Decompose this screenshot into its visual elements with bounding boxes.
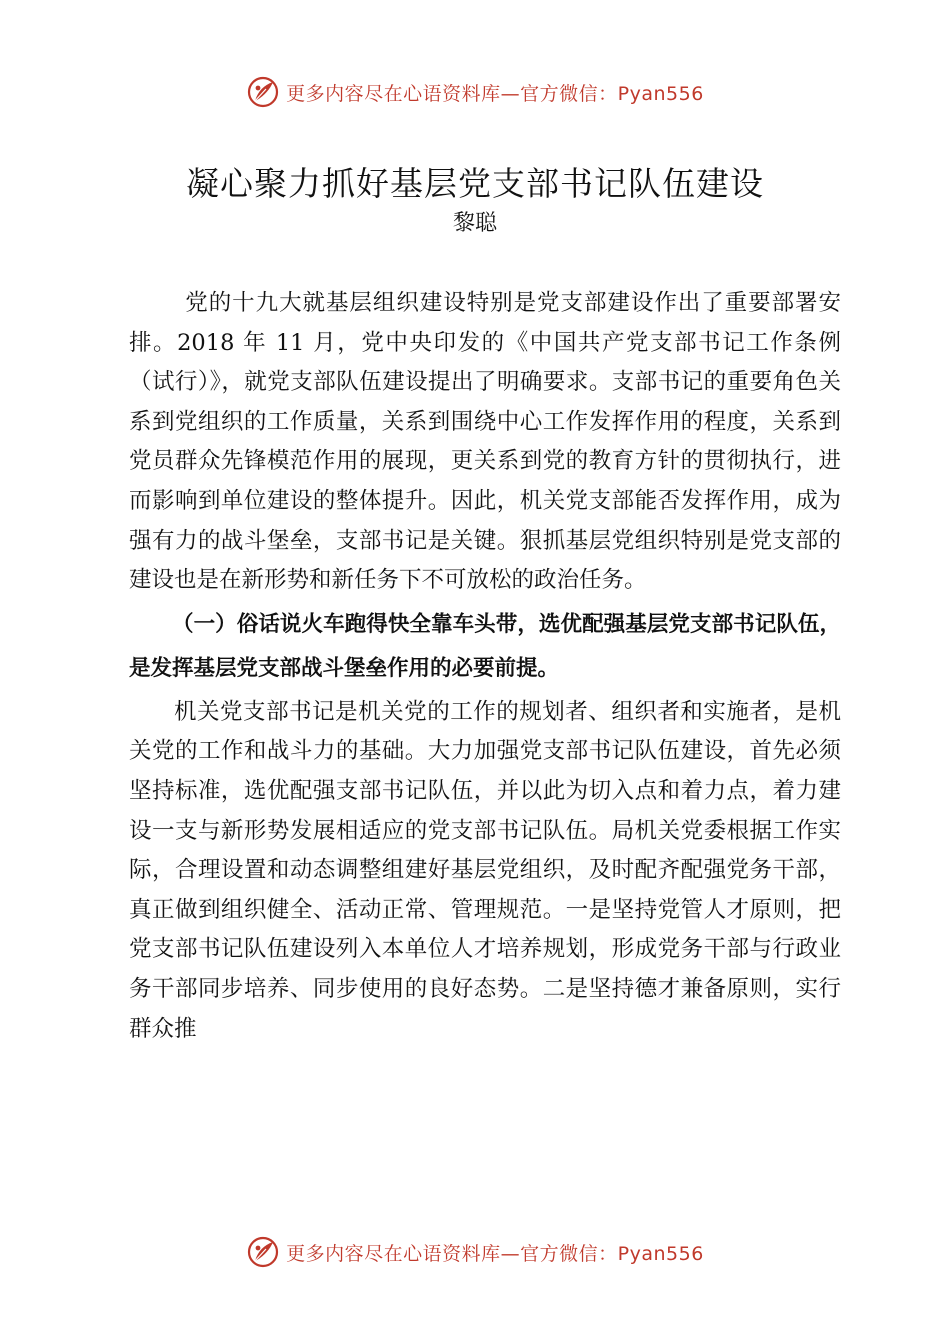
- watermark-footer: [0, 1232, 950, 1272]
- body-paragraph: 党的十九大就基层组织建设特别是党支部建设作出了重要部署安排。2018 年 11 月，党中央印发的《中国共产党支部书记工作条例（试行）》，就党支部队伍建设提出了明确要求。支部书记的重要角色关系到党组织的工作质量，关系到围绕中心工作发挥作用的程度，关系到党员群众先锋模范作用的展现，更关系到党的教育方针的贯彻执行，进而影响到单位建设的整体提升。因此，机关党支部能否发挥作用，成为强有力的战斗堡垒，支部书记是关键。狠抓基层党组织特别是党支部的建设也是在新形势和新任务下不可放松的政治任务。: [129, 290, 841, 594]
- watermark-text: 更多内容尽在心语资料库—官方微信：Pyan556: [286, 1242, 704, 1265]
- document-body: [129, 284, 841, 1049]
- section-heading: （一）俗话说火车跑得快全靠车头带，选优配强基层党支部书记队伍，是发挥基层党支部战斗堡垒作用的必要前提。: [129, 611, 841, 681]
- document-title: 凝心聚力抓好基层党支部书记队伍建设: [186, 164, 764, 203]
- watermark-text: 更多内容尽在心语资料库—官方微信：Pyan556: [286, 82, 704, 105]
- feather-pen-logo-icon: [246, 1235, 280, 1269]
- document-author: 黎聪: [452, 211, 497, 236]
- watermark-header: [0, 72, 950, 112]
- body-paragraph: 机关党支部书记是机关党的工作的规划者、组织者和实施者，是机关党的工作和战斗力的基础。大力加强党支部书记队伍建设，首先必须坚持标准，选优配强支部书记队伍，并以此为切入点和着力点，着力建设一支与新形势发展相适应的党支部书记队伍。局机关党委根据工作实际，合理设置和动态调整组建好基层党组织，及时配齐配强党务干部，真正做到组织健全、活动正常、管理规范。一是坚持党管人才原则，把党支部书记队伍建设列入本单位人才培养规划，形成党务干部与行政业务干部同步培养、同步使用的良好态势。二是坚持德才兼备原则，实行群众推: [129, 698, 841, 1042]
- feather-pen-logo-icon: [246, 75, 280, 109]
